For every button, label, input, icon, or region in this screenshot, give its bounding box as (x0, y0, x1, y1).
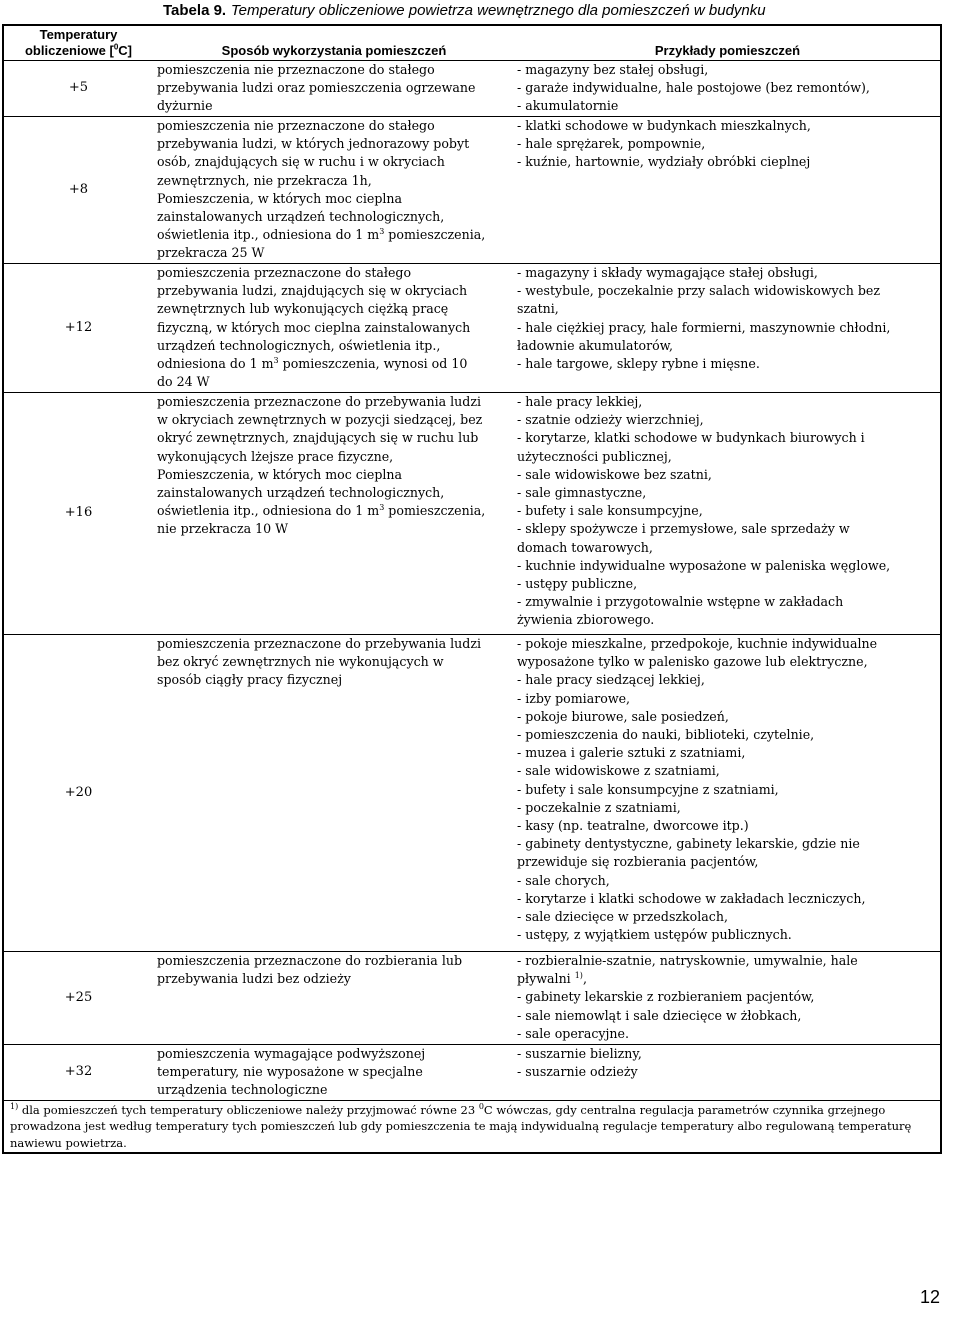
usage-text-end: pomieszczenia, przekracza 25 W (157, 227, 486, 261)
footnote-text-end: C wówczas, gdy centralna regulacja parametrów czynnika grzejnego prowadzona jest według temperatury tych pomieszczeń lub gdy pomieszczenia te mają indywidualną regulacje temperatury albo regulowaną temperaturę nawiewu powietrza. (10, 1102, 912, 1150)
temperature-cell: +32 (3, 1045, 153, 1101)
cubic-sup: 3 (379, 227, 385, 237)
usage-cell (153, 117, 515, 264)
table-title: Temperatury obliczeniowe powietrza wewnętrznego dla pomieszczeń w budynku (230, 2, 766, 19)
temperature-cell: +20 (3, 635, 153, 952)
examples-text: - rozbieralnie-szatnie, natryskownie, umywalnie, hale pływalni (517, 953, 858, 987)
header-usage: Sposób wykorzystania pomieszczeń (221, 43, 447, 58)
table-row (3, 393, 941, 635)
temperature-cell: +25 (3, 952, 153, 1045)
table-row (3, 1045, 941, 1101)
examples-text-end: , - gabinety lekarskie z rozbieraniem pacjentów, - sale niemowląt i sale dziecięce w żłobkach, - sale operacyjne. (517, 971, 815, 1041)
footnote-degree-sup: 0 (478, 1101, 484, 1111)
examples-cell: - magazyny i składy wymagające stałej obsługi, - westybule, poczekalnie przy salach widowiskowych bez szatni, - hale ciężkiej pracy, hale formierni, maszynownie chłodni, ładownie akumulatorów, - hale targowe, sklepy rybne i mięsne. (515, 264, 941, 393)
header-examples: Przykłady pomieszczeń (654, 43, 801, 58)
usage-cell (153, 264, 515, 393)
examples-cell: - hale pracy lekkiej, - szatnie odzieży wierzchniej, - korytarze, klatki schodowe w budynkach biurowych i użyteczności publicznej, - sale widowiskowe bez szatni, - sale gimnastyczne, - bufety i sale konsumpcyjne, - sklepy spożywcze i przemysłowe, sale sprzedaży w domach towarowych, - kuchnie indywidualne wyposażone w paleniska węglowe, - ustępy publiczne, - zmywalnie i przygotowalnie wstępne w zakładach żywienia zbiorowego. (515, 393, 941, 635)
table-row (3, 264, 941, 393)
examples-cell: - pokoje mieszkalne, przedpokoje, kuchnie indywidualne wyposażone tylko w palenisko gazowe lub elektryczne, - hale pracy siedzącej lekkiej, - izby pomiarowe, - pokoje biurowe, sale posiedzeń, - pomieszczenia do nauki, biblioteki, czytelnie, - muzea i galerie sztuki z szatniami, - sale widowiskowe z szatniami, - bufety i sale konsumpcyjne z szatniami, - poczekalnie z szatniami, - kasy (np. teatralne, dworcowe itp.) - gabinety dentystyczne, gabinety lekarskie, gdzie nie przewiduje się rozbierania pacjentów, - sale chorych, - korytarze i klatki schodowe w zakładach leczniczych, - sale dziecięce w przedszkolach, - ustępy, z wyjątkiem ustępów publicznych. (515, 635, 941, 952)
temperature-cell: +12 (3, 264, 153, 393)
table-row (3, 952, 941, 1045)
header-temperature-unit: C] (118, 43, 132, 58)
footnote-row (3, 1100, 941, 1153)
usage-text-end: pomieszczenia, nie przekracza 10 W (157, 503, 486, 537)
table-row (3, 117, 941, 264)
usage-cell: pomieszczenia wymagające podwyższonej temperatury, nie wyposażone w specjalne urządzenia technologiczne (153, 1045, 515, 1101)
temperature-cell: +8 (3, 117, 153, 264)
temperature-cell: +16 (3, 393, 153, 635)
usage-cell (153, 393, 515, 635)
footnote (3, 1100, 941, 1153)
page-number: 12 (919, 1287, 940, 1307)
temperature-table (2, 24, 942, 1154)
usage-cell: pomieszczenia przeznaczone do przebywania ludzi bez okryć zewnętrznych nie wykonujących w sposób ciągły pracy fizycznej (153, 635, 515, 952)
cubic-sup: 3 (273, 355, 279, 365)
header-temperature (3, 25, 153, 61)
header-temperature-line2: obliczeniowe [ (24, 43, 114, 58)
examples-cell: - magazyny bez stałej obsługi, - garaże indywidualne, hale postojowe (bez remontów), - akumulatornie (515, 61, 941, 117)
usage-text-end: pomieszczenia, wynosi od 10 do 24 W (157, 356, 468, 390)
usage-text: pomieszczenia przeznaczone do przebywania ludzi w okryciach zewnętrznych w pozycji siedzącej, bez okryć zewnętrznych, znajdujących się w ruchu lub wykonujących lżejsze prace fizyczne, Pomieszczenia, w których moc cieplna zainstalowanych urządzeń technologicznych, oświetlenia itp., odniesiona do 1 m (157, 394, 483, 519)
table-row (3, 61, 941, 117)
table-label: Tabela 9. (163, 2, 227, 19)
footnote-text: dla pomieszczeń tych temperatury obliczeniowe należy przyjmować równe 23 (18, 1102, 479, 1117)
header-temperature-line1: Temperatury (39, 27, 118, 42)
temperature-cell: +5 (3, 61, 153, 117)
header-degree-sup: 0 (113, 42, 119, 52)
examples-cell: - klatki schodowe w budynkach mieszkalnych, - hale sprężarek, pompownie, - kuźnie, hartownie, wydziały obróbki cieplnej (515, 117, 941, 264)
table-caption (163, 0, 766, 21)
footnote-marker: 1) (10, 1101, 19, 1111)
table-row (3, 635, 941, 952)
usage-cell: pomieszczenia przeznaczone do rozbierania lub przebywania ludzi bez odzieży (153, 952, 515, 1045)
usage-cell: pomieszczenia nie przeznaczone do stałego przebywania ludzi oraz pomieszczenia ogrzewane dyżurnie (153, 61, 515, 117)
usage-text: pomieszczenia nie przeznaczone do stałego przebywania ludzi, w których jednorazowy pobyt osób, znajdujących się w ruchu i w okryciach zewnętrznych, nie przekracza 1h, Pomieszczenia, w których moc cieplna zainstalowanych urządzeń technologicznych, oświetlenia itp., odniesiona do 1 m (157, 118, 470, 243)
cubic-sup: 3 (379, 503, 385, 513)
examples-cell: - suszarnie bielizny, - suszarnie odzieży (515, 1045, 941, 1101)
usage-text: pomieszczenia przeznaczone do stałego przebywania ludzi, znajdujących się w okryciach zewnętrznych lub wykonujących ciężką pracę fizyczną, w których moc cieplna zainstalowanych urządzeń technologicznych, oświetlenia itp., odniesiona do 1 m (157, 265, 471, 372)
footnote-ref: 1) (574, 971, 583, 981)
header-row (3, 25, 941, 61)
examples-cell (515, 952, 941, 1045)
